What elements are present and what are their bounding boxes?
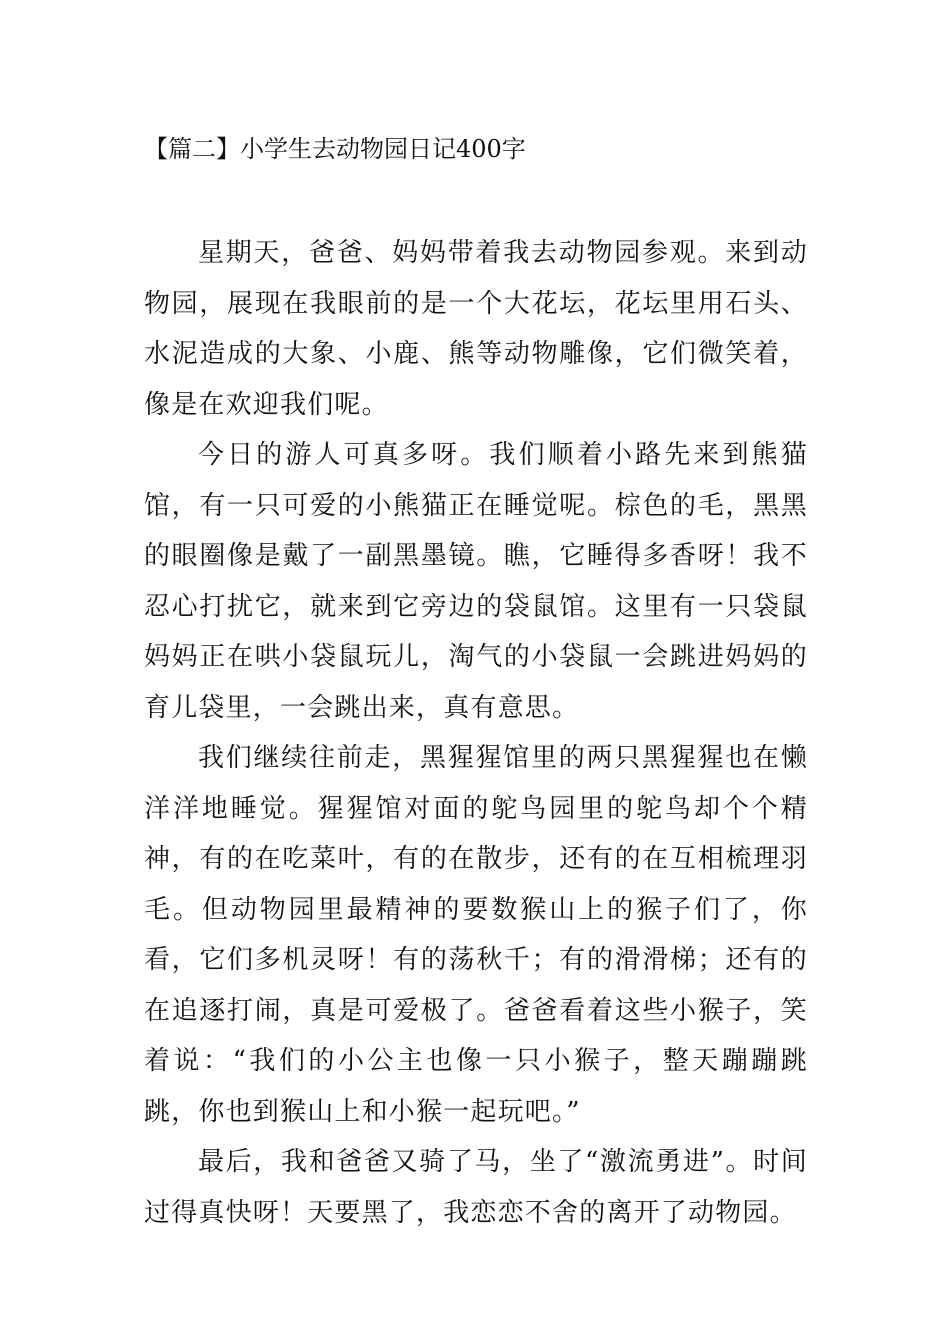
paragraph: 今日的游人可真多呀。我们顺着小路先来到熊猫馆，有一只可爱的小熊猫正在睡觉呢。棕色的毛，黑黑的眼圈像是戴了一副黑墨镜。瞧，它睡得多香呀！我不忍心打扰它，就来到它旁边的袋鼠馆。这里有一只袋鼠妈妈正在哄小袋鼠玩儿，淘气的小袋鼠一会跳进妈妈的育儿袋里，一会跳出来，真有意思。 <box>144 440 808 723</box>
paragraph: 最后，我和爸爸又骑了马，坐了“激流勇进”。时间过得真快呀！天要黑了，我恋恋不舍的离开了动物园。 <box>144 1147 808 1228</box>
document-title: 【篇二】小学生去动物园日记400字 <box>144 135 526 163</box>
paragraph: 星期天，爸爸、妈妈带着我去动物园参观。来到动物园，展现在我眼前的是一个大花坛，花坛里用石头、水泥造成的大象、小鹿、熊等动物雕像，它们微笑着，像是在欢迎我们呢。 <box>144 238 808 420</box>
document-body <box>144 228 808 1238</box>
paragraph: 我们继续往前走，黑猩猩馆里的两只黑猩猩也在懒洋洋地睡觉。猩猩馆对面的鸵鸟园里的鸵鸟却个个精神，有的在吃菜叶，有的在散步，还有的在互相梳理羽毛。但动物园里最精神的要数猴山上的猴子们了，你看，它们多机灵呀！有的荡秋千；有的滑滑梯；还有的在追逐打闹，真是可爱极了。爸爸看着这些小猴子，笑着说：“我们的小公主也像一只小猴子，整天蹦蹦跳跳，你也到猴山上和小猴一起玩吧。” <box>144 743 808 1127</box>
